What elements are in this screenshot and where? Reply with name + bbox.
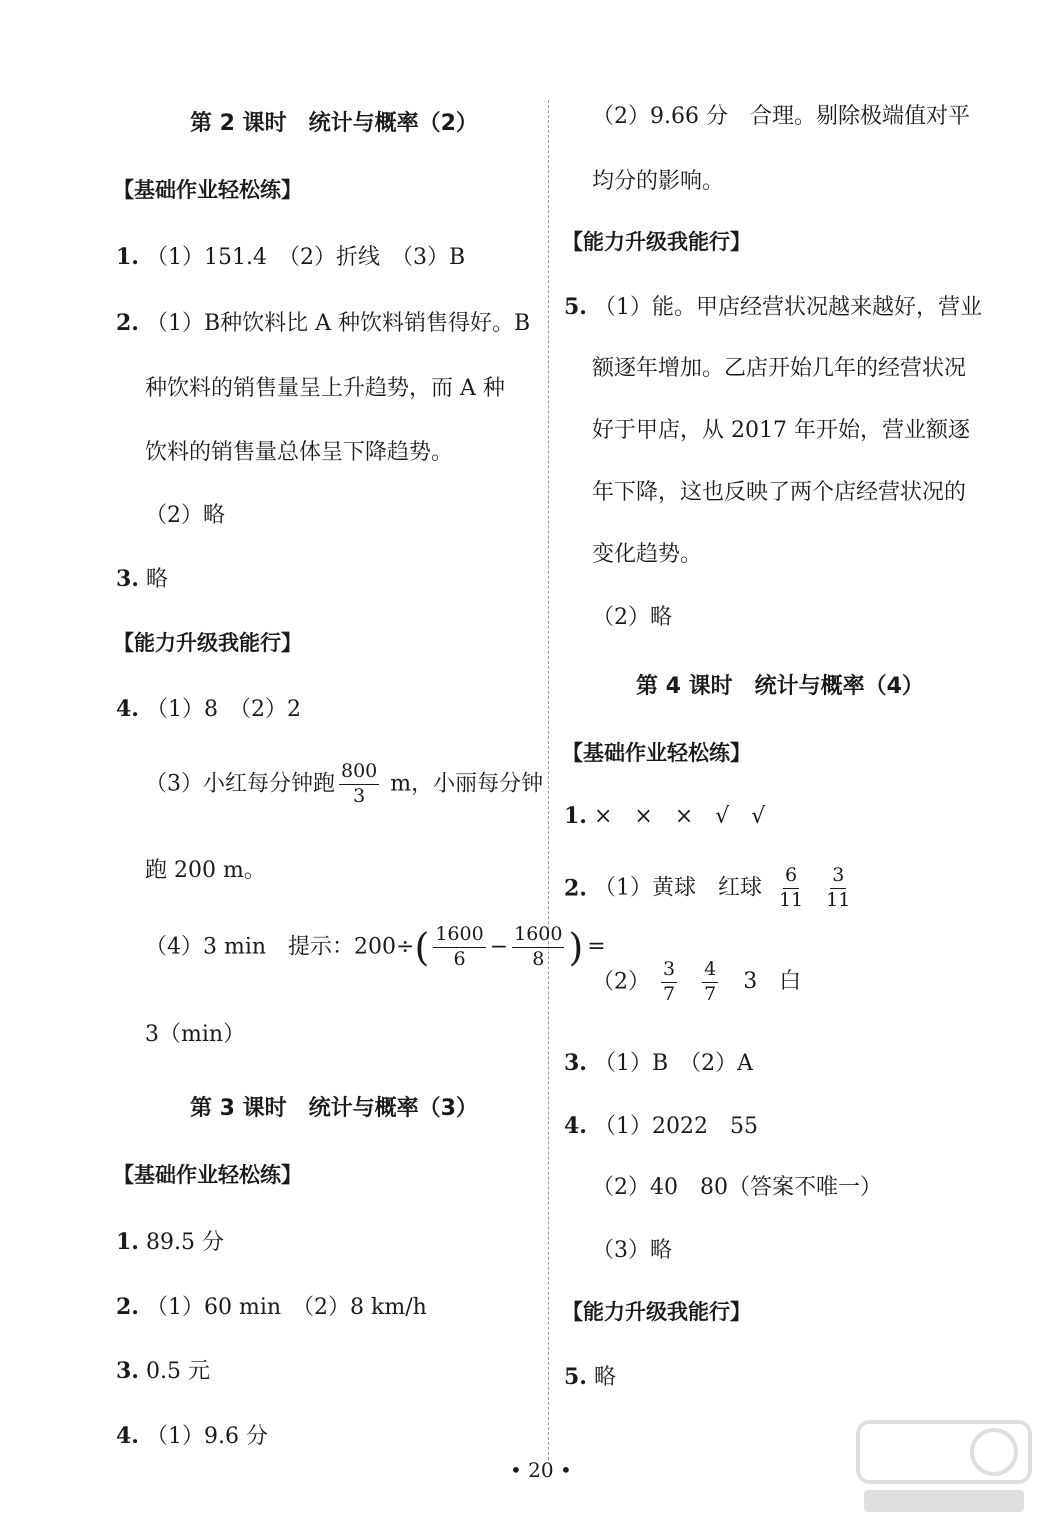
q4-part3-line [145,762,543,807]
r3-line [116,1360,210,1383]
q4-part1: （1）8 （2）2 [145,697,301,722]
fraction-numerator: 3 [661,960,677,983]
q4-part4-result: 3（min） [145,1022,246,1047]
column-divider [548,100,549,1460]
fraction-numerator: 6 [783,866,799,889]
r5-text-3: 好于甲店，从 2017 年开始，营业额逐 [592,418,970,443]
t3-answer: （1）B （2）A [593,1051,754,1076]
fraction-1600-8 [512,925,564,970]
fraction-denominator: 7 [704,982,717,1005]
fraction-denominator: 6 [453,947,466,970]
lesson-2-heading: 第 2 课时 统计与概率（2） [190,111,478,136]
r1-line [116,1231,224,1254]
r4-part2-line1: （2）9.66 分 合理。剔除极端值对平 [592,104,970,129]
t5-line [564,1366,616,1389]
q1-number: 1. [116,244,139,270]
r2-number: 2. [116,1294,139,1320]
fraction-numerator: 800 [339,762,379,785]
t2-line1 [564,866,854,911]
section-basic-practice: 【基础作业轻松练】 [562,741,751,765]
section-basic-practice: 【基础作业轻松练】 [113,178,302,202]
t4-line1 [564,1115,758,1138]
r1-number: 1. [116,1229,139,1255]
section-advanced: 【能力升级我能行】 [562,1300,751,1324]
q1-line [116,246,465,269]
t4-part2: （2）40 80（答案不唯一） [592,1175,882,1200]
r4-answer: （1）9.6 分 [145,1424,268,1449]
q4-part3-text-c: 跑 200 m。 [145,858,266,883]
page-number: • 20 • [510,1458,572,1482]
r4-line [116,1425,268,1448]
fraction-denominator: 7 [663,982,676,1005]
q4-part4-text: （4）3 min 提示：200÷ [145,934,415,960]
q4-part3-text-a: （3）小红每分钟跑 [145,771,335,797]
r2-line [116,1296,427,1319]
q4-number: 4. [116,696,139,722]
r5-text-5: 变化趋势。 [592,542,703,567]
lesson-3-heading: 第 3 课时 统计与概率（3） [190,1096,478,1121]
t4-part3: （3）略 [592,1238,672,1263]
fraction-numerator: 1600 [512,925,564,948]
q2-part2: （2）略 [145,503,225,528]
q4-line1 [116,698,301,721]
t1-answer: × × × √ √ [593,804,766,829]
section-advanced: 【能力升级我能行】 [562,230,751,254]
section-advanced: 【能力升级我能行】 [113,631,302,655]
q2-number: 2. [116,310,139,336]
t1-number: 1. [564,803,587,829]
t2-part1-text: （1）黄球 红球 [593,875,762,901]
equals-sign: = [587,934,606,960]
fraction-denominator: 11 [778,888,804,911]
left-paren: ( [414,925,430,970]
r5-text-2: 额逐年增加。乙店开始几年的经营状况 [592,356,967,381]
watermark-logo [854,1418,1034,1518]
r4-part2-line2: 均分的影响。 [592,169,725,194]
q4-part4-line [145,925,606,970]
minus-sign: − [489,934,509,960]
fraction-numerator: 3 [830,866,846,889]
t2-part2-label: （2） [592,969,650,995]
q1-answer: （1）151.4 （2）折线 （3）B [145,245,466,270]
section-basic-practice: 【基础作业轻松练】 [113,1163,302,1187]
r5-number: 5. [564,294,587,320]
t5-number: 5. [564,1364,587,1390]
r3-number: 3. [116,1358,139,1384]
t3-number: 3. [564,1050,587,1076]
q3-line [116,568,168,591]
right-paren: ) [568,925,584,970]
q2-line1 [116,312,530,335]
fraction-3-7 [661,960,677,1005]
r4-number: 4. [116,1423,139,1449]
fraction-numerator: 4 [702,960,718,983]
fraction-denominator: 11 [826,888,851,911]
t3-line [564,1052,753,1075]
r2-answer: （1）60 min （2）8 km/h [145,1295,427,1320]
r1-answer: 89.5 分 [145,1230,224,1255]
r5-part2: （2）略 [592,605,672,630]
fraction-800-3 [339,762,379,807]
q3-answer: 略 [145,567,168,592]
t2-line2 [592,960,801,1005]
lesson-4-heading: 第 4 课时 统计与概率（4） [636,674,924,699]
t1-line [564,805,765,828]
t4-part1: （1）2022 55 [593,1114,758,1139]
r3-answer: 0.5 元 [145,1359,210,1384]
r5-text-1: （1）能。甲店经营状况越来越好，营业 [593,295,982,320]
t4-number: 4. [564,1113,587,1139]
t2-part2-text: 3 白 [743,969,802,995]
q2-text-2: 种饮料的销售量呈上升趋势，而 A 种 [145,376,505,401]
fraction-1600-6 [433,925,485,970]
t5-answer: 略 [593,1365,616,1390]
q2-text-3: 饮料的销售量总体呈下降趋势。 [145,440,454,465]
fraction-numerator: 1600 [433,925,485,948]
fraction-6-11 [779,866,803,911]
fraction-denominator: 8 [532,947,545,970]
fraction-3-11 [826,866,850,911]
t2-number: 2. [564,875,587,902]
q2-text-1: （1）B种饮料比 A 种饮料销售得好。B [145,311,531,336]
q4-part3-text-b: m，小丽每分钟 [383,771,544,797]
fraction-denominator: 3 [353,784,366,807]
r5-text-4: 年下降，这也反映了两个店经营状况的 [592,480,967,505]
r5-line1 [564,296,982,319]
fraction-4-7 [702,960,718,1005]
q3-number: 3. [116,566,139,592]
